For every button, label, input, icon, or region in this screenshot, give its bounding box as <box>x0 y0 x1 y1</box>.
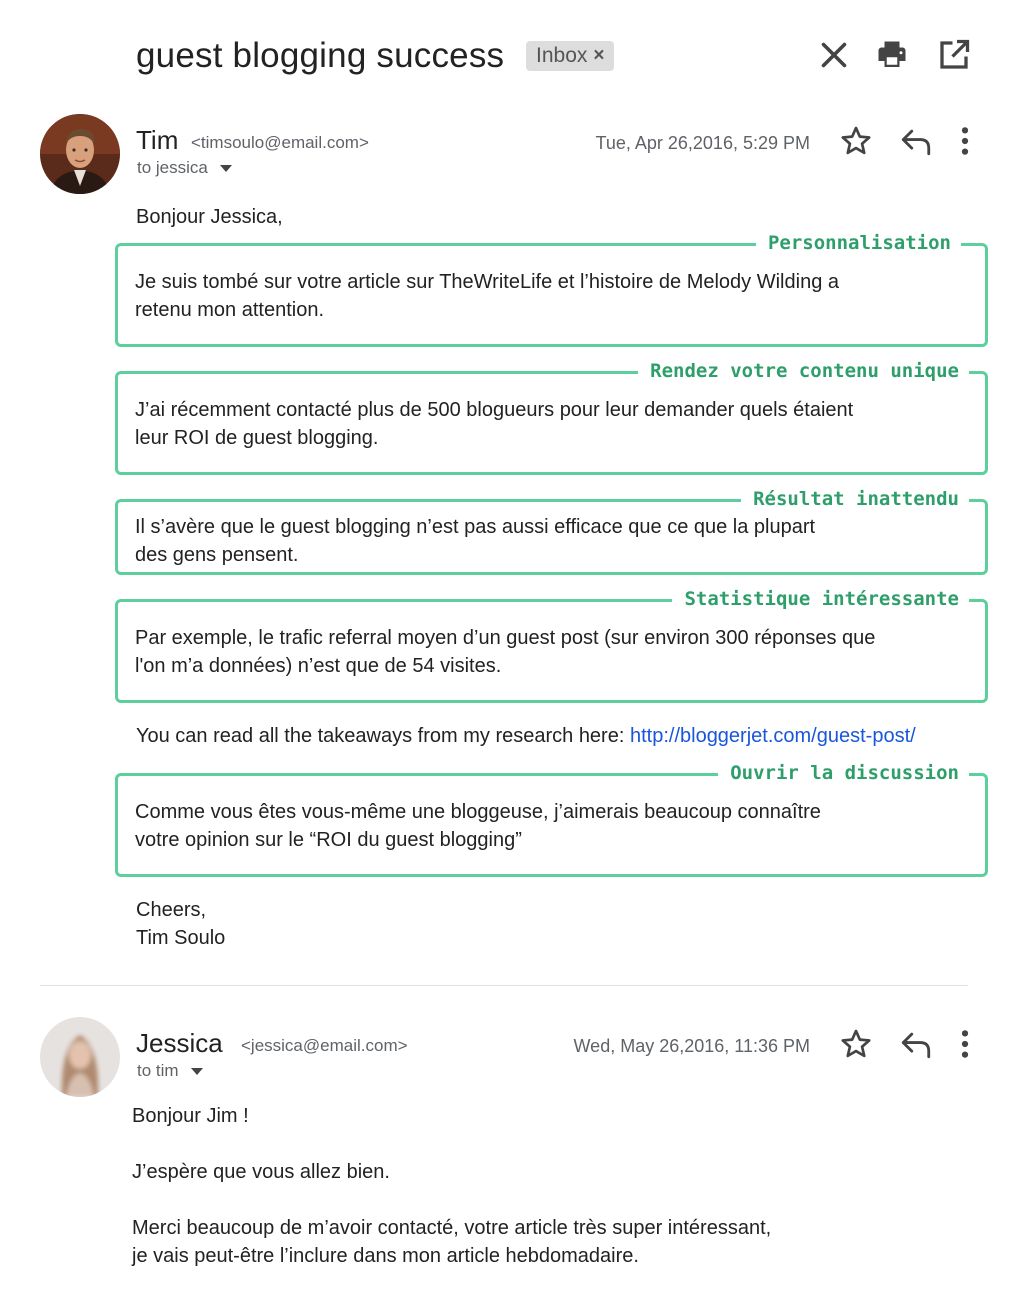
star-icon[interactable] <box>839 124 873 158</box>
annotation-line: J’ai récemment contacté plus de 500 blogueurs pour leur demander quels étaient <box>135 399 854 421</box>
annotation-line: Comme vous êtes vous-même une bloggeuse, j’aimerais beaucoup connaître <box>135 801 821 823</box>
sender-avatar-jessica <box>40 1017 120 1097</box>
annotation-label: Statistique intéressante <box>672 586 969 612</box>
more-vert-icon[interactable] <box>948 1027 982 1061</box>
annotation-label: Personnalisation <box>756 230 961 256</box>
reply-line: je vais peut-être l’inclure dans mon article hebdomadaire. <box>132 1245 639 1267</box>
recipient-text: to tim <box>137 1061 179 1080</box>
annotation-line: l'on m’a données) n’est que de 54 visites. <box>135 655 502 677</box>
inbox-label-text: Inbox <box>536 44 588 67</box>
print-icon[interactable] <box>874 37 910 73</box>
reply-greeting: Bonjour Jim ! <box>132 1105 249 1127</box>
annotation-line: des gens pensent. <box>135 544 299 566</box>
greeting-text: Bonjour Jessica, <box>136 206 283 228</box>
sender-name: Jessica <box>136 1028 223 1058</box>
inbox-label-badge[interactable] <box>526 41 614 71</box>
remove-label-icon[interactable]: × <box>593 45 605 66</box>
recipient-text: to jessica <box>137 158 208 177</box>
chevron-down-icon[interactable] <box>220 165 232 172</box>
open-in-new-icon[interactable] <box>936 37 972 73</box>
annotation-line: leur ROI de guest blogging. <box>135 427 379 449</box>
research-link[interactable]: http://bloggerjet.com/guest-post/ <box>629 725 916 747</box>
sender-email: <timsoulo@email.com> <box>191 133 369 152</box>
annotation-label: Rendez votre contenu unique <box>638 358 969 384</box>
sender-email: <jessica@email.com> <box>241 1036 408 1055</box>
research-line <box>136 722 916 750</box>
reply-icon[interactable] <box>899 1027 933 1061</box>
sender-avatar-tim <box>40 114 120 194</box>
reply-line: J’espère que vous allez bien. <box>132 1161 390 1183</box>
annotation-label: Résultat inattendu <box>741 486 969 512</box>
signature-name: Tim Soulo <box>136 927 226 949</box>
sender-name: Tim <box>136 125 179 155</box>
annotation-line: Je suis tombé sur votre article sur TheWriteLife et l’histoire de Melody Wilding a <box>135 271 839 293</box>
star-icon[interactable] <box>839 1027 873 1061</box>
annotation-box-resultat-inattendu <box>115 488 988 575</box>
annotation-box-statistique <box>115 588 988 703</box>
annotation-box-contenu-unique <box>115 360 988 475</box>
research-text: You can read all the takeaways from my research here: <box>136 725 630 747</box>
reply-line: Merci beaucoup de m’avoir contacté, votre article très super intéressant, <box>132 1217 772 1239</box>
recipient-line[interactable] <box>137 1061 203 1081</box>
chevron-down-icon[interactable] <box>191 1068 203 1075</box>
message-date: Wed, May 26,2016, 11:36 PM <box>573 1036 810 1056</box>
annotation-line: Par exemple, le trafic referral moyen d’un guest post (sur environ 300 réponses que <box>135 627 876 649</box>
close-icon[interactable] <box>816 37 852 73</box>
signoff-line: Cheers, <box>136 899 207 921</box>
more-vert-icon[interactable] <box>948 124 982 158</box>
message-divider <box>40 985 968 986</box>
recipient-line[interactable] <box>137 158 232 178</box>
annotation-box-personnalisation <box>115 232 988 347</box>
annotation-line: votre opinion sur le “ROI du guest blogging” <box>135 829 522 851</box>
message-date: Tue, Apr 26,2016, 5:29 PM <box>595 133 810 153</box>
annotation-line: retenu mon attention. <box>135 299 325 321</box>
annotation-box-discussion <box>115 762 988 877</box>
reply-icon[interactable] <box>899 124 933 158</box>
annotation-label: Ouvrir la discussion <box>718 760 969 786</box>
annotation-line: Il s’avère que le guest blogging n’est pas aussi efficace que ce que la plupart <box>135 516 816 538</box>
email-subject: guest blogging success <box>136 36 505 75</box>
